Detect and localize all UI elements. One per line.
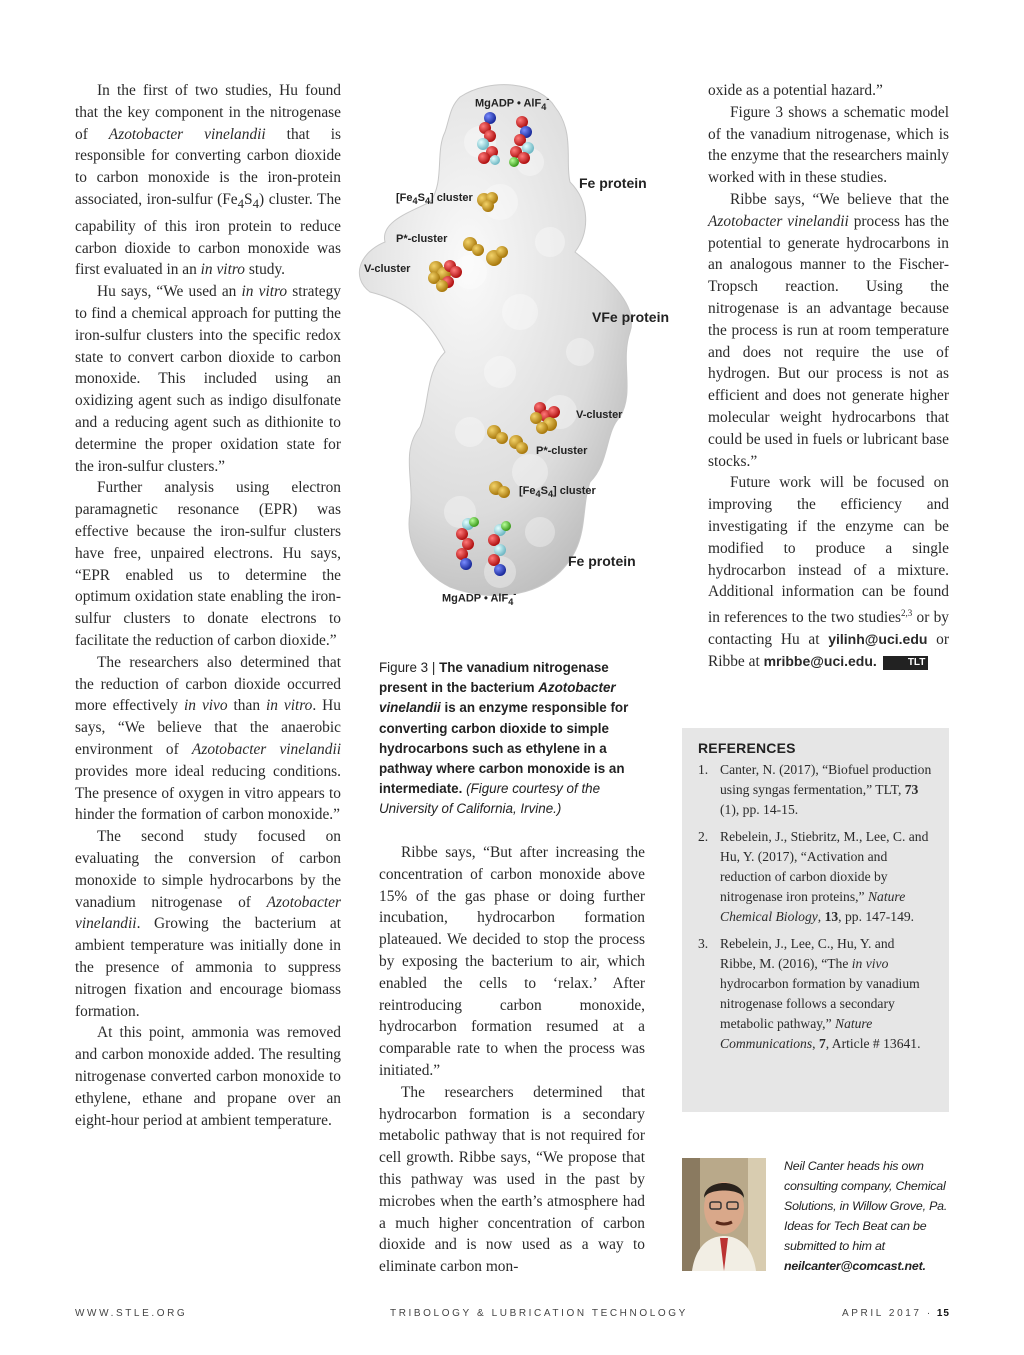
tlt-end-mark: TLT: [883, 656, 929, 670]
author-bio: Neil Canter heads his own consulting company, Chemical Solutions, in Willow Grove, Pa. Ideas for Tech Beat can be submitted to him at neilcanter@comcast.net.: [784, 1159, 948, 1273]
label-fe-protein-bottom: Fe protein: [568, 553, 636, 569]
references-list: [698, 760, 933, 1054]
label-fe4s4-cluster-bottom: $[Fe_4S_4]$ cluster: [519, 485, 596, 500]
reference-item: 3. Rebelein, J., Lee, C., Hu, Y. and Ribbe, M. (2016), “The in vivo hydrocarbon formation by vanadium nitrogenase follows a secondary metabolic pathway,” Nature Communications, 7, Article # 13641.: [698, 936, 921, 1051]
paragraph: oxide as a potential hazard.”: [708, 82, 883, 99]
label-p-cluster-bottom: P*-cluster: [536, 445, 588, 457]
references-box: [682, 728, 949, 1112]
paragraph: Future work will be focused on improving the efficiency and investigating if the enzyme can be modified to produce a single hydrocarbon instead of a mixture. Additional information can be found in references to the two studies$^{2,3}$ or by contacting Hu at yilinh@uci.edu or Ribbe at mribbe@uci.edu. TLT: [708, 474, 949, 670]
paragraph: The researchers also determined that the reduction of carbon dioxide occurred more effectively in vivo than in vitro. Hu says, “We believe that the anaerobic environment of Azotobacter vinelandii provides more ideal reducing conditions. The presence of oxygen in vitro appears to hinder the formation of carbon monoxide.”: [75, 653, 341, 824]
label-p-cluster-top: P*-cluster: [396, 233, 448, 245]
paragraph: Hu says, “We used an in vitro strategy to find a chemical approach for putting the iron-sulfur clusters into the specific redox state to convert carbon dioxide to carbon monoxide. This included using an oxidizing agent such as indigo disulfonate and a reducing agent such as dithionite to determine the proper oxidation state for the iron-sulfur clusters.”: [75, 283, 341, 475]
email-link-hu[interactable]: yilinh@uci.edu: [828, 631, 928, 648]
reference-item: 2. Rebelein, J., Stiebritz, M., Lee, C. and Hu, Y. (2017), “Activation and reduction of carbon dioxide by nitrogenase iron proteins,” Nature Chemical Biology, 13, pp. 147-149.: [698, 829, 929, 924]
label-fe4s4-cluster-top: $[Fe_4S_4]$ cluster: [396, 192, 473, 207]
author-photo: [682, 1158, 766, 1271]
left-column: [75, 80, 341, 1131]
footer-date-page: APRIL 2017 · 15: [842, 1308, 950, 1319]
paragraph: Ribbe says, “We believe that the Azotobacter vinelandii process has the potential to generate hydrocarbons in an analogous manner to the Fischer-Tropsch reaction. Using the nitrogenase is an advantage because the process is run at room temperature and does not require the use of hydrogen. But our process is not as efficient and does not generate higher molecular weight hydrocarbons that could be used in fuels or lubricant base stocks.”: [708, 190, 949, 470]
page-number: 15: [936, 1308, 950, 1319]
paragraph: At this point, ammonia was removed and carbon monoxide added. The resulting nitrogenase converted carbon monoxide to ethylene, ethane and propane over an eight-hour period at ambient temperature.: [75, 1024, 341, 1129]
label-vfe-protein: VFe protein: [592, 309, 670, 325]
middle-column: [379, 842, 645, 1278]
paragraph: In the first of two studies, Hu found that the key component in the nitrogenase of Azotobacter vinelandii that is responsible for converting carbon dioxide to carbon monoxide is the iron-protein associated, iron-sulfur $(Fe_4S_4)$ cluster. The capability of this iron protein to reduce carbon dioxide to carbon monoxide was first evaluated in an in vitro study.: [75, 82, 341, 279]
label-v-cluster-top: V-cluster: [364, 263, 411, 275]
author-email-link[interactable]: neilcanter@comcast.net.: [784, 1259, 926, 1273]
footer-publication: TRIBOLOGY & LUBRICATION TECHNOLOGY: [390, 1308, 688, 1319]
paragraph: Ribbe says, “But after increasing the concentration of carbon monoxide above 15% of the gas phase or doing further incubation, hydrocarbon formation plateaued. We decided to stop the process by exposing the bacterium to air, which enabled the cells to ‘relax.’ After reintroducing carbon monoxide, hydrocarbon formation resumed at a comparable rate to when the process was initiated.”: [379, 844, 645, 1079]
paragraph: The researchers determined that hydrocarbon formation is a secondary metabolic pathway that is not required for cell growth. Ribbe says, “We propose that this pathway was used in the past by microbes when the earth’s atmosphere had a much higher concentration of carbon dioxide and is now used as a way to eliminate carbon mon-: [379, 1083, 645, 1276]
reference-item: 1. Canter, N. (2017), “Biofuel production using syngas fermentation,” TLT, 73 (1), pp. 14-15.: [698, 762, 932, 817]
label-fe-protein-top: Fe protein: [579, 175, 647, 191]
nitrogenase-figure: [350, 72, 680, 612]
references-heading: REFERENCES: [698, 740, 796, 756]
right-column: [708, 80, 949, 673]
protein-structure-image: [350, 72, 680, 612]
paragraph: Figure 3 shows a schematic model of the vanadium nitrogenase, which is the enzyme that the researchers mainly worked with in these studies.: [708, 103, 949, 187]
figure-caption: Figure 3 | The vanadium nitrogenase present in the bacterium Azotobacter vinelandii is an enzyme responsible for converting carbon dioxide to simple hydrocarbons such as ethylene in a pathway where carbon monoxide is an intermediate. (Figure courtesy of the University of California, Irvine.): [379, 660, 629, 817]
footer-website: WWW.STLE.ORG: [75, 1308, 188, 1319]
paragraph: Further analysis using electron paramagnetic resonance (EPR) was effective because the iron-sulfur clusters have free, unpaired electrons. Hu says, “EPR enabled us to determine the optimum oxidation state enabling the iron-sulfur clusters to donate electrons to facilitate the reduction of carbon dioxide.”: [75, 479, 341, 649]
label-mgadp-bottom: MgADP • AlF$_4$-: [442, 589, 517, 607]
label-mgadp-top: MgADP • AlF$_4$-: [475, 94, 550, 112]
email-link-ribbe[interactable]: mribbe@uci.edu.: [763, 652, 877, 669]
paragraph: The second study focused on evaluating the conversion of carbon monoxide to simple hydrocarbons by the vanadium nitrogenase of Azotobacter vinelandii. Growing the bacterium at ambient temperature was initially done in the presence of ammonia to suppress nitrogen fixation and encourage biomass formation.: [75, 828, 341, 1020]
label-v-cluster-bottom: V-cluster: [576, 409, 623, 421]
